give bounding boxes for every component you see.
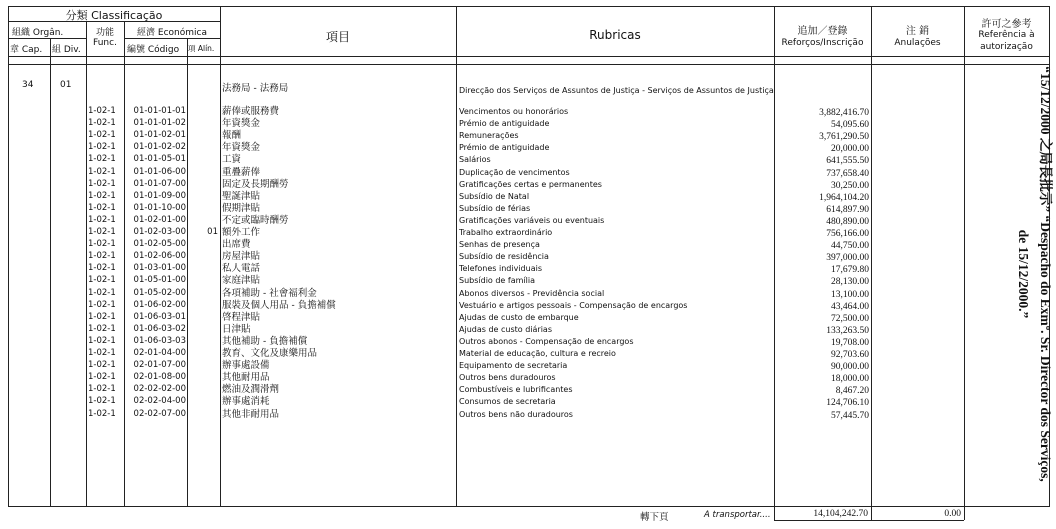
row-code: 02-01-04-00 bbox=[133, 348, 186, 358]
row-code: 01-01-01-01 bbox=[133, 106, 186, 116]
row-code: 02-01-07-00 bbox=[133, 360, 186, 371]
alin-header: 項 Alín. bbox=[188, 44, 215, 53]
row-rubrica: Outros abonos - Compensação de encargos bbox=[459, 336, 634, 346]
row-func: 1-02-1 bbox=[88, 323, 116, 334]
row-code: 02-02-04-00 bbox=[133, 396, 186, 407]
row-rubrica: Vestuário e artigos pessoais - Compensação de encargos bbox=[459, 300, 688, 310]
row-code: 02-02-02-00 bbox=[133, 384, 186, 395]
row-rubrica: Prémio de antiguidade bbox=[459, 143, 550, 153]
row-amount: 13,100.00 bbox=[831, 289, 869, 300]
row-item-zh: 房屋津貼 bbox=[222, 251, 261, 263]
row-amount: 30,250.00 bbox=[831, 180, 869, 191]
row-rubrica: Vencimentos ou honorários bbox=[459, 107, 569, 116]
row-func: 1-02-1 bbox=[88, 214, 116, 225]
row-func: 1-02-1 bbox=[88, 287, 116, 298]
row-code: 02-01-08-00 bbox=[133, 372, 186, 383]
row-rubrica: Telefones individuais bbox=[459, 264, 542, 274]
row-amount: 90,000.00 bbox=[831, 362, 869, 373]
row-amount: 18,000.00 bbox=[831, 374, 869, 385]
row-func: 1-02-1 bbox=[88, 311, 116, 322]
row-amount: 54,095.60 bbox=[831, 120, 869, 131]
row-item-zh: 固定及長期酬勞 bbox=[222, 178, 289, 190]
row-code: 01-02-05-00 bbox=[133, 239, 186, 250]
row-item-zh: 重疊薪俸 bbox=[222, 166, 261, 178]
row-amount: 8,467.20 bbox=[835, 386, 869, 397]
referencia-header-zh: 許可之參考 bbox=[981, 19, 1032, 30]
transport-label-zh: 轉下頁 bbox=[640, 512, 669, 523]
row-amount: 756,166.00 bbox=[826, 229, 869, 239]
row-rubrica: Gratificações certas e permanentes bbox=[459, 179, 602, 189]
row-alin: 01 bbox=[207, 227, 218, 237]
row-amount: 124,706.10 bbox=[826, 398, 869, 409]
row-item-zh: 出席費 bbox=[222, 239, 251, 251]
reforcos-header-pt: Reforços/Inscrição bbox=[781, 38, 864, 48]
row-func: 1-02-1 bbox=[88, 106, 116, 116]
row-func: 1-02-1 bbox=[88, 372, 116, 383]
organ-header: 組織 Orgân. bbox=[12, 28, 64, 38]
econ-header: 經濟 Económica bbox=[137, 28, 207, 38]
row-func: 1-02-1 bbox=[88, 202, 116, 213]
transport-anulacoes: 0.00 bbox=[944, 509, 961, 519]
row-rubrica: Outros bens não duradouros bbox=[459, 409, 573, 419]
row-func: 1-02-1 bbox=[88, 142, 116, 153]
row-item-zh: 各項補助 - 社會福利金 bbox=[222, 287, 317, 299]
row-code: 01-06-03-03 bbox=[133, 335, 186, 346]
row-amount: 17,679.80 bbox=[831, 265, 869, 276]
row-amount: 28,130.00 bbox=[831, 277, 869, 288]
row-rubrica: Consumos de secretaria bbox=[459, 397, 556, 407]
row-item-zh: 年資獎金 bbox=[222, 118, 261, 130]
row-func: 1-02-1 bbox=[88, 384, 116, 395]
row-rubrica: Combustíveis e lubrificantes bbox=[459, 385, 573, 395]
row-item-zh: 日津貼 bbox=[222, 323, 251, 335]
row-item-zh: 聖誕津貼 bbox=[222, 190, 261, 202]
row-code: 01-05-01-00 bbox=[133, 275, 186, 286]
row-amount: 1,964,104.20 bbox=[819, 192, 869, 203]
row-item-zh: 不定或臨時酬勞 bbox=[222, 214, 289, 226]
row-amount: 19,708.00 bbox=[831, 337, 869, 348]
row-amount: 44,750.00 bbox=[831, 241, 869, 252]
row-func: 1-02-1 bbox=[88, 275, 116, 286]
row-func: 1-02-1 bbox=[88, 178, 116, 189]
row-item-zh: 其他非耐用品 bbox=[222, 408, 280, 420]
row-item-zh: 辦事處消耗 bbox=[222, 396, 270, 408]
row-code: 02-02-07-00 bbox=[133, 408, 186, 419]
row-func: 1-02-1 bbox=[88, 263, 116, 274]
row-item-zh: 額外工作 bbox=[222, 227, 261, 238]
row-amount: 72,500.00 bbox=[831, 313, 869, 324]
row-amount: 57,445.70 bbox=[831, 410, 869, 421]
row-code: 01-06-02-00 bbox=[133, 299, 186, 310]
row-func: 1-02-1 bbox=[88, 130, 116, 141]
cap-header: 章 Cap. bbox=[10, 45, 43, 55]
div-header: 組 Div. bbox=[52, 45, 81, 55]
row-item-zh: 教育、文化及康樂用品 bbox=[222, 348, 318, 359]
row-item-zh: 燃油及潤滑劑 bbox=[222, 384, 280, 396]
referencia-header-pt2: autorização bbox=[980, 42, 1033, 52]
row-item-zh: 私人電話 bbox=[222, 263, 261, 275]
row-code: 01-03-01-00 bbox=[133, 263, 186, 274]
row-rubrica: Ajudas de custo de embarque bbox=[459, 312, 579, 322]
row-code: 01-01-02-01 bbox=[133, 130, 186, 141]
row-func: 1-02-1 bbox=[88, 408, 116, 419]
row-item-zh: 家庭津貼 bbox=[222, 275, 261, 287]
row-func: 1-02-1 bbox=[88, 190, 116, 201]
row-amount: 397,000.00 bbox=[826, 253, 869, 264]
row-code: 01-01-06-00 bbox=[133, 166, 186, 177]
row-amount: 641,555.50 bbox=[826, 156, 869, 167]
row-func: 1-02-1 bbox=[88, 251, 116, 262]
transport-label-pt: A transportar.... bbox=[704, 510, 771, 520]
func-header-pt: Func. bbox=[93, 38, 117, 48]
row-code: 01-01-01-02 bbox=[133, 118, 186, 129]
row-code: 01-01-07-00 bbox=[133, 178, 186, 189]
row-item-zh: 服裝及個人用品 - 負擔補償 bbox=[222, 299, 336, 311]
row-code: 01-06-03-01 bbox=[133, 311, 186, 322]
row-item-zh: 啓程津貼 bbox=[222, 311, 261, 323]
row-rubrica: Subsídio de residência bbox=[459, 252, 549, 262]
anulacoes-header-pt: Anulações bbox=[894, 38, 941, 48]
row-rubrica: Trabalho extraordinário bbox=[459, 228, 553, 237]
row-item-zh: 工資 bbox=[222, 154, 242, 166]
row-code: 01-01-10-00 bbox=[133, 202, 186, 213]
row-rubrica: Ajudas de custo diárias bbox=[459, 324, 552, 334]
section-div: 01 bbox=[60, 80, 72, 90]
row-item-zh: 年資獎金 bbox=[222, 142, 261, 154]
row-code: 01-01-05-01 bbox=[133, 154, 186, 165]
row-amount: 20,000.00 bbox=[831, 144, 869, 155]
classification-header: 分類 Classificação bbox=[65, 9, 163, 22]
row-item-zh: 薪俸或服務費 bbox=[222, 106, 280, 117]
transport-total: 14,104,242.70 bbox=[813, 509, 868, 519]
referencia-header-pt1: Referência à bbox=[978, 30, 1035, 40]
row-func: 1-02-1 bbox=[88, 166, 116, 177]
row-code: 01-02-03-00 bbox=[133, 227, 186, 237]
row-rubrica: Remunerações bbox=[459, 131, 519, 141]
row-item-zh: 其他補助 - 負擔補償 bbox=[222, 335, 308, 347]
row-rubrica: Material de educação, cultura e recreio bbox=[459, 349, 616, 358]
row-rubrica: Subsídio de Natal bbox=[459, 191, 530, 201]
row-code: 01-02-06-00 bbox=[133, 251, 186, 262]
section-item-zh: 法務局 - 法務局 bbox=[222, 83, 289, 94]
reforcos-header-zh: 追加／登錄 bbox=[797, 26, 848, 37]
row-rubrica: Equipamento de secretaria bbox=[459, 361, 568, 371]
row-rubrica: Duplicação de vencimentos bbox=[459, 167, 570, 177]
rubricas-header: Rubricas bbox=[589, 28, 641, 42]
row-item-zh: 辦事處設備 bbox=[222, 360, 270, 372]
row-item-zh: 報酬 bbox=[222, 130, 242, 142]
row-code: 01-02-01-00 bbox=[133, 214, 186, 225]
row-func: 1-02-1 bbox=[88, 335, 116, 346]
row-func: 1-02-1 bbox=[88, 396, 116, 407]
row-rubrica: Abonos diversos - Previdência social bbox=[459, 288, 605, 298]
row-rubrica: Gratificações variáveis ou eventuais bbox=[459, 215, 605, 225]
row-amount: 480,890.00 bbox=[826, 216, 869, 227]
row-func: 1-02-1 bbox=[88, 348, 116, 358]
row-amount: 3,882,416.70 bbox=[819, 108, 869, 118]
row-item-zh: 假期津貼 bbox=[222, 202, 261, 214]
row-amount: 3,761,290.50 bbox=[819, 132, 869, 143]
row-rubrica: Subsídio de férias bbox=[459, 203, 531, 213]
row-code: 01-01-02-02 bbox=[133, 142, 186, 153]
anulacoes-header-zh: 注 銷 bbox=[905, 26, 930, 37]
section-rubrica: Direcção dos Serviços de Assuntos de Justiça - Serviços de Assuntos de Justiça bbox=[459, 86, 774, 95]
row-amount: 614,897.90 bbox=[826, 204, 869, 215]
row-amount: 737,658.40 bbox=[826, 168, 869, 179]
authorization-reference-note: “15/12/2000 之局長批示” “Despacho do Exmº. Sr. Director dos Serviços, de 15/12/2000.” bbox=[1016, 66, 1053, 482]
row-amount: 92,703.60 bbox=[831, 350, 869, 360]
row-rubrica: Senhas de presença bbox=[459, 240, 540, 250]
section-cap: 34 bbox=[22, 80, 34, 90]
row-code: 01-01-09-00 bbox=[133, 190, 186, 201]
func-header-zh: 功能 bbox=[95, 28, 114, 38]
row-rubrica: Salários bbox=[459, 155, 491, 165]
row-item-zh: 其他耐用品 bbox=[222, 372, 270, 384]
codigo-header: 編號 Código bbox=[127, 45, 180, 55]
row-func: 1-02-1 bbox=[88, 239, 116, 250]
row-code: 01-06-03-02 bbox=[133, 323, 186, 334]
row-func: 1-02-1 bbox=[88, 154, 116, 165]
row-func: 1-02-1 bbox=[88, 299, 116, 310]
row-amount: 133,263.50 bbox=[826, 325, 869, 336]
item-header: 項目 bbox=[325, 30, 350, 44]
row-rubrica: Prémio de antiguidade bbox=[459, 119, 550, 129]
row-code: 01-05-02-00 bbox=[133, 287, 186, 298]
row-func: 1-02-1 bbox=[88, 227, 116, 237]
row-func: 1-02-1 bbox=[88, 118, 116, 129]
row-amount: 43,464.00 bbox=[831, 301, 869, 312]
row-rubrica: Subsídio de família bbox=[459, 276, 535, 286]
row-rubrica: Outros bens duradouros bbox=[459, 373, 556, 383]
row-func: 1-02-1 bbox=[88, 360, 116, 371]
